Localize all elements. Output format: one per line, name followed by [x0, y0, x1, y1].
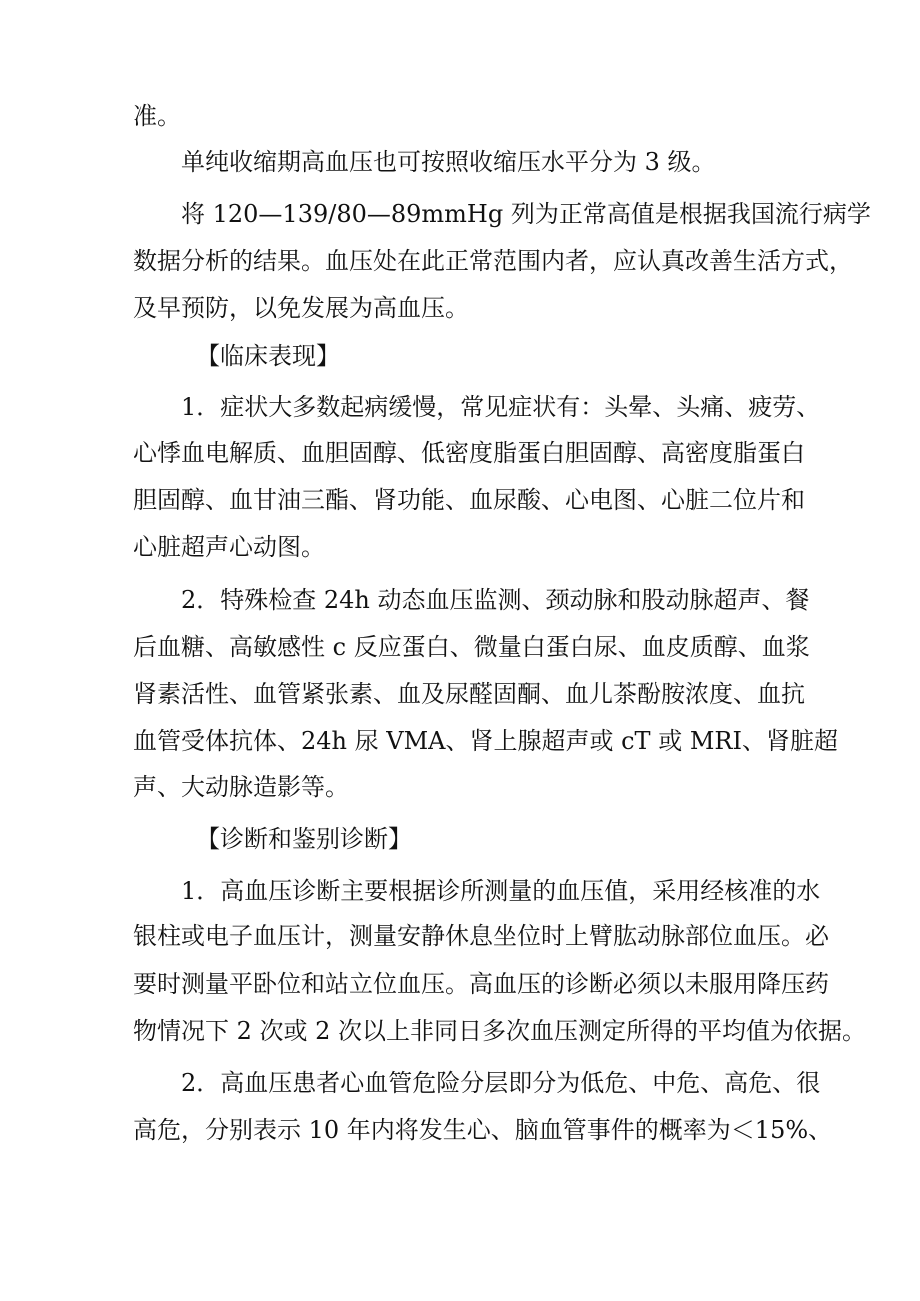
text-line: 后血糖、高敏感性 c 反应蛋白、微量白蛋白尿、血皮质醇、血浆: [133, 633, 810, 661]
text-line: 要时测量平卧位和站立位血压。高血压的诊断必须以未服用降压药: [133, 970, 829, 998]
text-line: 心脏超声心动图。: [133, 533, 325, 561]
text-line: 2．特殊检查 24h 动态血压监测、颈动脉和股动脉超声、餐: [181, 586, 810, 614]
text-line: 声、大动脉造影等。: [133, 773, 349, 801]
text-line: 胆固醇、血甘油三酯、肾功能、血尿酸、心电图、心脏二位片和: [133, 486, 805, 514]
text-line: 数据分析的结果。血压处在此正常范围内者，应认真改善生活方式，: [133, 247, 853, 275]
text-line: 肾素活性、血管紧张素、血及尿醛固酮、血儿茶酚胺浓度、血抗: [133, 680, 805, 708]
text-line: 及早预防，以免发展为高血压。: [133, 294, 469, 322]
text-line: 血管受体抗体、24h 尿 VMA、肾上腺超声或 cT 或 MRI、肾脏超: [133, 727, 838, 755]
text-line: 高危，分别表示 10 年内将发生心、脑血管事件的概率为＜15%、: [133, 1116, 833, 1144]
text-line: 银柱或电子血压计，测量安静休息坐位时上臂肱动脉部位血压。必: [133, 922, 829, 950]
text-line: 1．症状大多数起病缓慢，常见症状有：头晕、头痛、疲劳、: [181, 393, 821, 421]
section-heading-diagnosis: 【诊断和鉴别诊断】: [196, 825, 412, 853]
text-line: 单纯收缩期高血压也可按照收缩压水平分为 3 级。: [181, 148, 716, 176]
text-line: 1．高血压诊断主要根据诊所测量的血压值，采用经核准的水: [181, 877, 821, 905]
section-heading-clinical: 【临床表现】: [196, 342, 340, 370]
text-line: 准。: [133, 102, 181, 130]
text-line: 物情况下 2 次或 2 次以上非同日多次血压测定所得的平均值为依据。: [133, 1017, 867, 1045]
text-line: 心悸血电解质、血胆固醇、低密度脂蛋白胆固醇、高密度脂蛋白: [133, 439, 805, 467]
text-line: 将 120—139/80—89mmHg 列为正常高值是根据我国流行病学: [181, 200, 871, 228]
text-line: 2．高血压患者心血管危险分层即分为低危、中危、高危、很: [181, 1069, 821, 1097]
